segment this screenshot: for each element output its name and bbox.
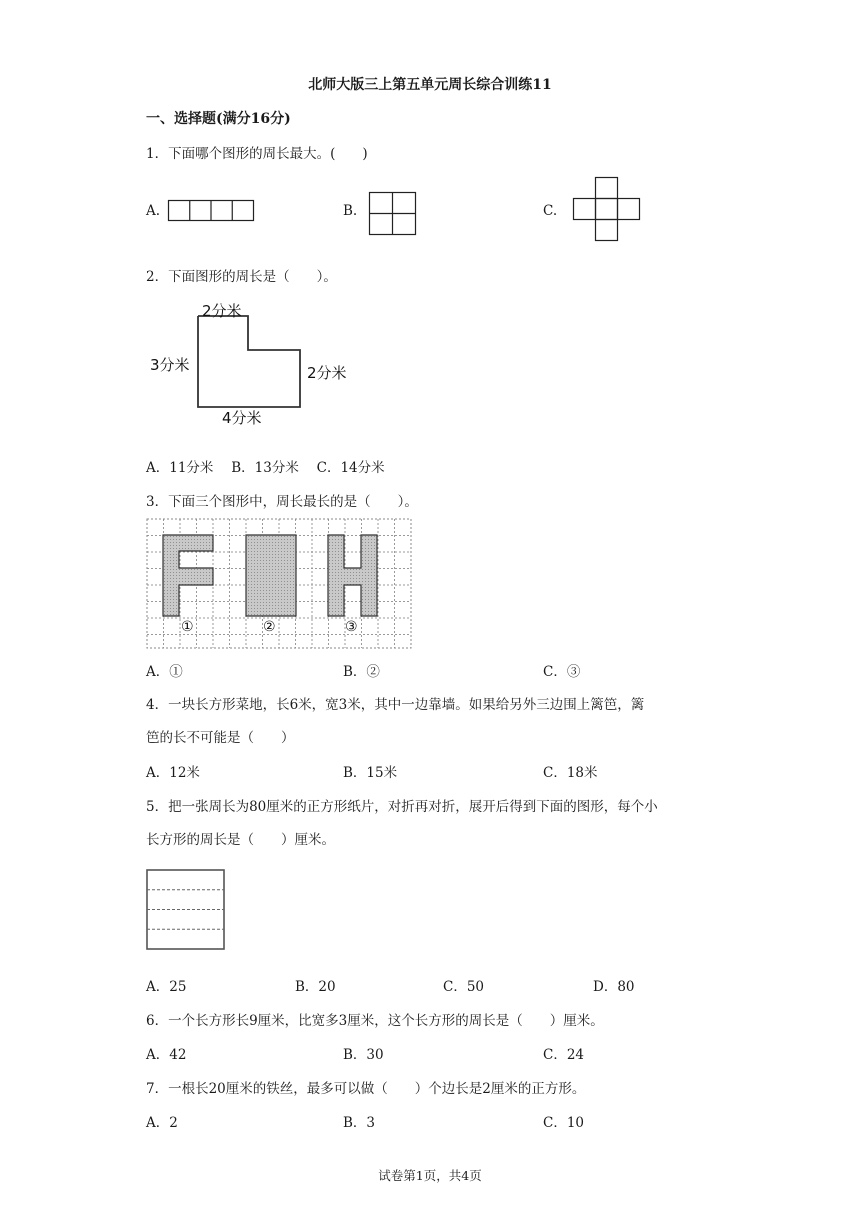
question-3-option-a: A．① xyxy=(146,664,183,680)
question-3-option-b: B．② xyxy=(343,664,380,680)
question-5-option-c: C．50 xyxy=(443,979,485,995)
question-6-option-a: A．42 xyxy=(146,1047,187,1063)
question-3-stem: 3．下面三个图形中，周长最长的是（ ）。 xyxy=(146,494,418,510)
page-title: 北师大版三上第五单元周长综合训练11 xyxy=(308,77,552,93)
question-5-option-d: D．80 xyxy=(593,979,635,995)
figure-1b-two-by-two-square xyxy=(369,192,419,238)
page-footer: 试卷第1页，共4页 xyxy=(378,1168,482,1183)
figure-3-label-1: ① xyxy=(181,619,194,635)
question-5-option-a: A．25 xyxy=(146,979,187,995)
question-7-option-c: C．10 xyxy=(543,1115,585,1131)
figure-5-folded-square xyxy=(146,869,228,953)
figure-2-top-label: 2分米 xyxy=(202,302,242,320)
question-6-option-c: C．24 xyxy=(543,1047,585,1063)
figure-2-right-label: 2分米 xyxy=(307,364,347,382)
section-heading: 一、选择题(满分16分) xyxy=(146,111,291,127)
question-7-option-a: A．2 xyxy=(146,1115,178,1131)
question-4-option-b: B．15米 xyxy=(343,765,398,781)
shape-f xyxy=(163,535,213,616)
question-4-option-c: C．18米 xyxy=(543,765,598,781)
question-5-option-b: B．20 xyxy=(295,979,336,995)
figure-3-label-3: ③ xyxy=(345,619,358,635)
figure-3-label-2: ② xyxy=(263,619,276,635)
shape-rectangle xyxy=(246,535,296,616)
figure-2-l-shape xyxy=(146,296,366,436)
figure-2-left-label: 3分米 xyxy=(150,356,190,374)
question-6-stem: 6．一个长方形长9厘米，比宽多3厘米，这个长方形的周长是（ ）厘米。 xyxy=(146,1013,604,1029)
shape-h xyxy=(328,535,377,616)
question-6-option-b: B．30 xyxy=(343,1047,384,1063)
question-1-option-a: A. xyxy=(146,203,161,219)
question-2-stem: 2．下面图形的周长是（ ）。 xyxy=(146,269,337,285)
question-5-stem-line-1: 5．把一张周长为80厘米的正方形纸片，对折再对折，展开后得到下面的图形，每个小 xyxy=(146,799,658,815)
figure-2-bottom-label: 4分米 xyxy=(222,409,262,427)
question-4-option-a: A．12米 xyxy=(146,765,200,781)
question-1-option-b: B. xyxy=(343,203,358,219)
question-7-option-b: B．3 xyxy=(343,1115,376,1131)
question-2-options: A．11分米 B．13分米 C．14分米 xyxy=(146,460,385,476)
figure-1a-four-squares-row xyxy=(168,200,256,224)
question-4-stem-line-2: 笆的长不可能是（ ） xyxy=(146,730,295,746)
question-4-stem-line-1: 4．一块长方形菜地，长6米，宽3米，其中一边靠墙。如果给另外三边围上篱笆，篱 xyxy=(146,697,645,713)
figure-1c-cross-shape xyxy=(573,177,643,243)
figure-3-grid-shapes xyxy=(146,518,412,652)
question-3-option-c: C．③ xyxy=(543,664,581,680)
question-7-stem: 7．一根长20厘米的铁丝，最多可以做（ ）个边长是2厘米的正方形。 xyxy=(146,1081,586,1097)
question-1-option-c: C. xyxy=(543,203,558,219)
question-5-stem-line-2: 长方形的周长是（ ）厘米。 xyxy=(146,832,335,848)
question-1-stem: 1．下面哪个图形的周长最大。( ) xyxy=(146,146,368,162)
